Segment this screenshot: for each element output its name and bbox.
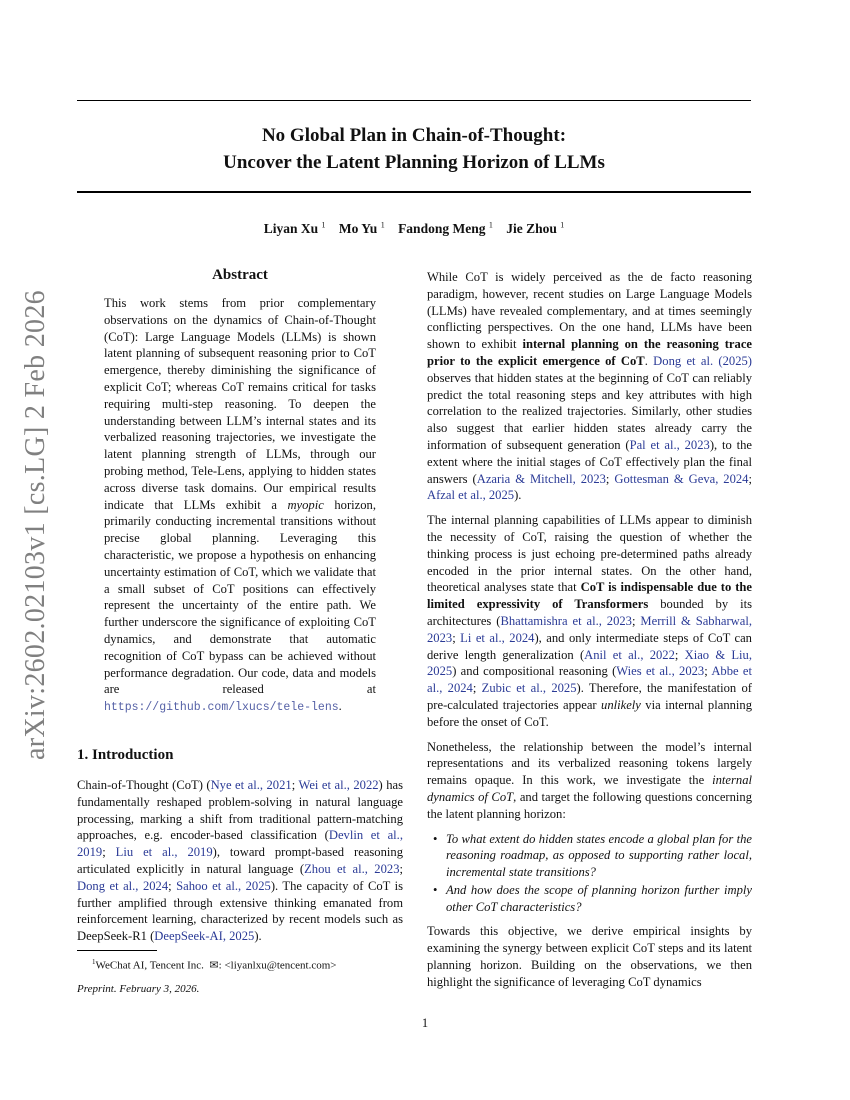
paragraph: Nonetheless, the relationship between the model’s internal representations and its verbalized reasoning tokens largely remains opaque. In this work, we investigate the internal dynamics of CoT, and target the following questions concerning the latent planning horizon: bbox=[427, 739, 753, 821]
paragraph: Towards this objective, we derive empirical insights by examining the synergy between explicit CoT steps and its latent planning horizon. Building on the observations, we then highlight the significance of leveraging CoT dynamics bbox=[427, 924, 752, 989]
title-line-1: No Global Plan in Chain-of-Thought: bbox=[261, 125, 567, 146]
author: Mo Yu $^1$ bbox=[338, 220, 385, 236]
title-bottom-rule bbox=[77, 191, 751, 193]
citation-link[interactable]: Wies et al., 2023 bbox=[616, 664, 705, 679]
title-top-rule bbox=[77, 100, 751, 101]
citation-link[interactable]: Zubic et al., 2025 bbox=[481, 681, 577, 696]
citation-link[interactable]: Gottesman & Geva, 2024 bbox=[614, 471, 749, 486]
paragraph: The internal planning capabilities of LLMs appear to diminish the necessity of CoT, raising the question of whether the thinking process is just echoing pre-determined paths already encoded in the prior internal states. On the other hand, theoretical analyses state that CoT is indispensable due to the limited expressivity of Transformers bounded by its architectures (Bhattamishra et al., 2023; Merrill & Sabharwal, 2023; Li et al., 2024), and only intermediate steps of CoT can derive length generalization (Anil et al., 2022; Xiao & Liu, 2025) and compositional reasoning (Wies et al., 2023; Abbe et al., 2024; Zubic et al., 2025). Therefore, the manifestation of pre-calculated trajectories appear unlikely via internal planning before the onset of CoT. bbox=[427, 513, 753, 729]
citation-link[interactable]: Dong et al., 2024 bbox=[77, 878, 169, 893]
author-list bbox=[77, 220, 751, 237]
arxiv-identifier: arXiv:2602.02103v1 [cs.LG] 2 Feb 2026 bbox=[20, 290, 51, 760]
code-url-link[interactable]: https://github.com/lxucs/tele-lens bbox=[104, 701, 339, 715]
page-number: 1 bbox=[421, 1016, 429, 1030]
citation-link[interactable]: DeepSeek-AI, 2025 bbox=[154, 929, 255, 944]
author: Jie Zhou $^1$ bbox=[506, 220, 565, 236]
citation-link[interactable]: Li et al., 2024 bbox=[460, 630, 535, 645]
title-line-2: Uncover the Latent Planning Horizon of LLMs bbox=[223, 152, 605, 173]
paper-title bbox=[77, 122, 751, 176]
author: Liyan Xu $^1$ bbox=[263, 220, 326, 236]
citation-link[interactable]: Anil et al., 2022 bbox=[584, 647, 675, 662]
citation-link[interactable]: Nye et al., 2021 bbox=[210, 778, 292, 792]
list-item: • To what extent do hidden states encode a global plan for the reasoning roadmap, as opposed to supporting rather local, incremental state transitions? bbox=[427, 831, 752, 881]
citation-link[interactable]: Zhou et al., 2023 bbox=[304, 861, 400, 876]
paragraph: While CoT is widely perceived as the de facto reasoning paradigm, however, recent studies on Large Language Models (LLMs) have revealed complementary, and at times seemingly conflicting perspectives. On the one hand, LLMs have been shown to exhibit internal planning on the reasoning trace prior to the explicit emergence of CoT. Dong et al. (2025) observes that hidden states at the beginning of CoT can reliably predict the total reasoning steps and key attributes with high correlation to the realized trajectories. Similarly, other studies also suggest that earlier hidden states already carry the information of subsequent generation (Pal et al., 2023), to the extent where the initial stages of CoT effectively plan the final answers (Azaria & Mitchell, 2023; Gottesman & Geva, 2024; Afzal et al., 2025). bbox=[427, 270, 753, 503]
citation-link[interactable]: Pal et al., 2023 bbox=[629, 437, 710, 452]
affiliation-footnote: $^1$WeChat AI, Tencent Inc. ✉: <liyanlxu@tencent.com> bbox=[92, 958, 337, 972]
citation-link[interactable]: Sahoo et al., 2025 bbox=[176, 878, 271, 893]
citation-link[interactable]: Wei et al., 2022 bbox=[298, 778, 379, 792]
citation-link[interactable]: Devlin et al., 2019 bbox=[77, 828, 403, 860]
citation-link[interactable]: Bhattamishra et al., 2023 bbox=[500, 613, 632, 628]
abstract-body: This work stems from prior complementary observations on the dynamics of Chain-of-Thought (CoT): Large Language Models (LLMs) is shown latent planning of subsequent reasoning prior to CoT emergence, thereby diminishing the significance of explicit CoT; whereas CoT remains critical for tasks requiring multi-step reasoning. To deepen the understanding between LLM’s internal states and its verbalized reasoning trajectories, we investigate the latent planning strength of LLMs, through our probing method, Tele-Lens, applying to hidden states across diverse task domains. Our empirical results indicate that LLMs exhibit a myopic horizon, primarily conducting incremental transitions without precise global planning. Leveraging this characteristic, we propose a hypothesis on enhancing uncertainty estimation of CoT, which we validate that a small subset of CoT positions can effectively represent the uncertainty of the entire path. We further underscore the significance of exploiting CoT dynamics, and demonstrate that automatic recognition of CoT bypass can be achieved without performance degradation. Our code, data and models are released at https://github.com/lxucs/tele-lens. bbox=[104, 296, 376, 715]
introduction-paragraph: Chain-of-Thought (CoT) (Nye et al., 2021; Wei et al., 2022) has fundamentally reshaped problem-solving in natural language processing, marking a shift from traditional pattern-matching approaches, e.g. encoder-based classification (Devlin et al., 2019; Liu et al., 2019), toward prompt-based reasoning articulated explicitly in natural language (Zhou et al., 2023; Dong et al., 2024; Sahoo et al., 2025). The capacity of CoT is further amplified through extensive thinking emanated from reinforcement learning, characterized by recent models such as DeepSeek-R1 (DeepSeek-AI, 2025). bbox=[77, 778, 404, 944]
citation-link[interactable]: Afzal et al., 2025 bbox=[427, 488, 515, 503]
research-questions-list bbox=[427, 831, 752, 916]
author: Fandong Meng $^1$ bbox=[398, 220, 493, 236]
citation-link[interactable]: Liu et al., 2019 bbox=[115, 845, 213, 860]
footnote-rule bbox=[77, 950, 157, 951]
citation-link[interactable]: Xiao & Liu, 2025 bbox=[427, 647, 752, 679]
citation-link[interactable]: Dong et al. (2025) bbox=[653, 353, 752, 368]
citation-link[interactable]: Azaria & Mitchell, 2023 bbox=[476, 471, 606, 486]
citation-link[interactable]: Abbe et al., 2024 bbox=[427, 664, 752, 696]
email-link[interactable]: ✉: <liyanlxu@tencent.com> bbox=[209, 959, 337, 972]
abstract-heading: Abstract bbox=[212, 267, 268, 283]
preprint-note: Preprint. February 3, 2026. bbox=[77, 983, 200, 995]
section-heading-introduction: 1. Introduction bbox=[77, 747, 174, 763]
citation-link[interactable]: Merrill & Sabharwal, 2023 bbox=[427, 613, 752, 645]
list-item: • And how does the scope of planning horizon further imply other CoT characteristics? bbox=[427, 882, 752, 916]
right-column bbox=[427, 269, 752, 999]
